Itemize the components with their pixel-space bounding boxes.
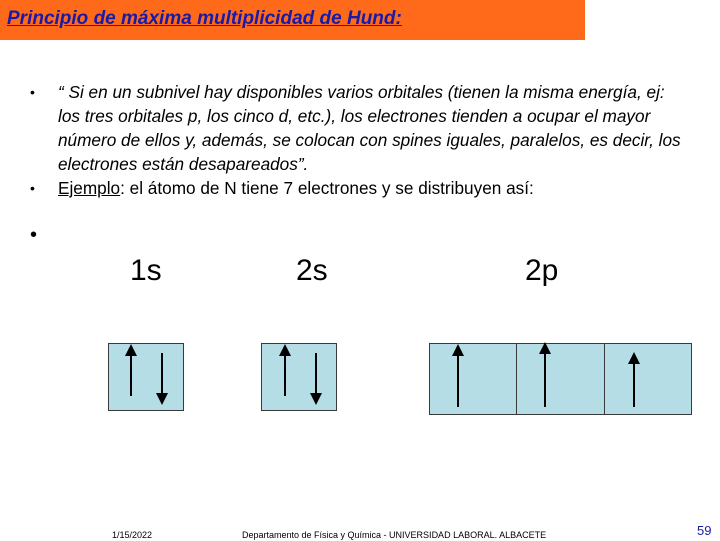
page-number: 59 bbox=[697, 523, 712, 538]
footer-department: Departamento de Física y Química - UNIVERSIDAD LABORAL. ALBACETE bbox=[242, 530, 547, 540]
orbital-label-2s: 2s bbox=[296, 254, 328, 287]
spin-arrows-2p bbox=[458, 348, 634, 407]
spin-arrows-1s bbox=[131, 350, 162, 399]
orbital-label-1s: 1s bbox=[130, 254, 162, 287]
empty-bullet: • bbox=[30, 224, 38, 246]
slide-title: Principio de máxima multiplicidad de Hund: bbox=[7, 8, 402, 29]
spin-arrows-2s bbox=[285, 350, 316, 399]
orbital-label-2p: 2p bbox=[525, 254, 559, 287]
bullet-dot: • bbox=[30, 180, 35, 196]
example-text: : el átomo de N tiene 7 electrones y se distribuyen así: bbox=[120, 178, 534, 198]
hund-rule-text: “ Si en un subnivel hay disponibles varios orbitales (tienen la misma energía, ej: los tres orbitales p, los cinco d, etc.), los electrones tienden a ocupar el mayor número de ellos y, además, se colocan con spines iguales, paralelos, es decir, los electrones están desapareados”. bbox=[58, 82, 681, 174]
bullet-dot: • bbox=[30, 84, 35, 100]
example-label: Ejemplo bbox=[58, 178, 121, 198]
footer-date: 1/15/2022 bbox=[112, 530, 153, 540]
